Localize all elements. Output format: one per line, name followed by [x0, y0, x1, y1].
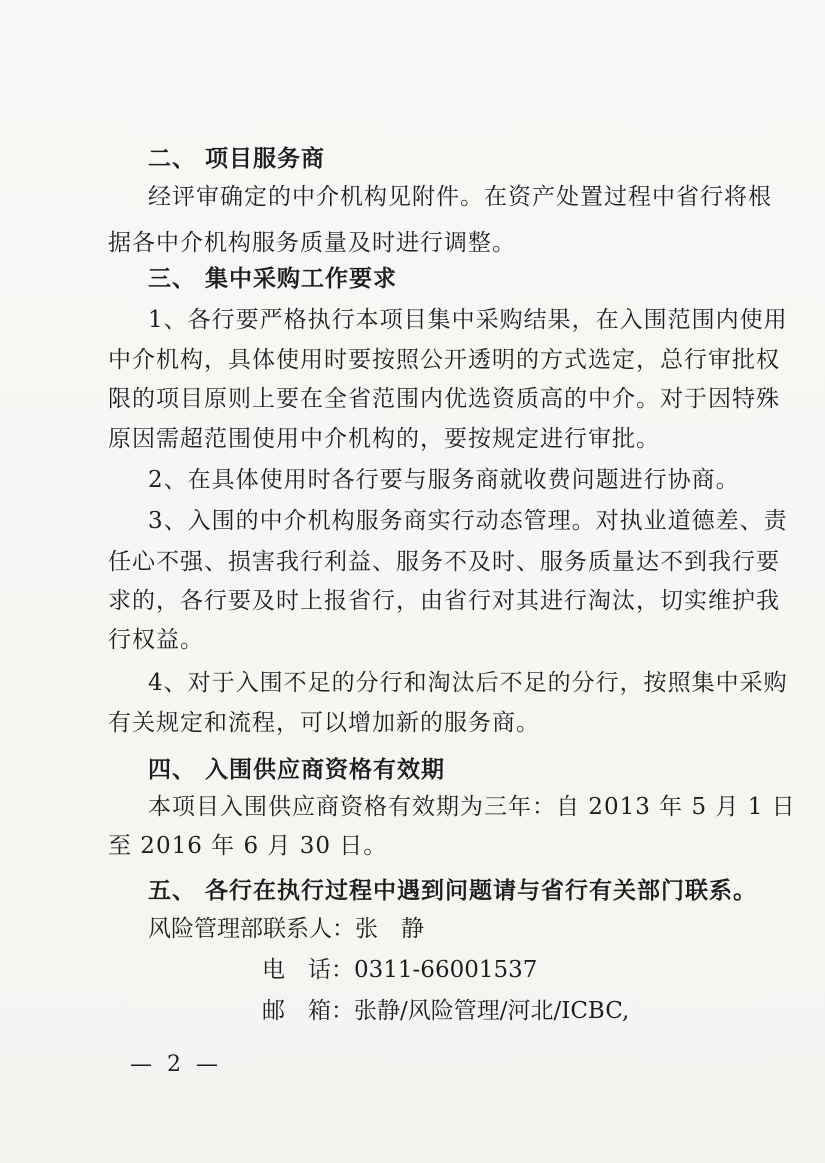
contact-phone-value: 0311-66001537 [354, 957, 538, 983]
contact-person-label: 风险管理部联系人： [148, 916, 355, 942]
contact-phone-row [262, 955, 537, 985]
paragraph-line: 任心不强、损害我行利益、服务不及时、服务质量达不到我行要 [108, 549, 780, 575]
paragraph-line: 限的项目原则上要在全省范围内优选资质高的中介。对于因特殊 [108, 386, 780, 412]
section-heading-5: 五、 各行在执行过程中遇到问题请与省行有关部门联系。 [148, 878, 758, 904]
paragraph-line: 4、对于入围不足的分行和淘汰后不足的分行，按照集中采购 [148, 670, 788, 696]
section-heading-2: 二、 项目服务商 [148, 146, 326, 172]
paragraph-line: 3、入围的中介机构服务商实行动态管理。对执业道德差、责 [148, 508, 788, 534]
paragraph-line: 至 2016 年 6 月 30 日。 [108, 833, 388, 859]
section-heading-4: 四、 入围供应商资格有效期 [148, 757, 446, 783]
contact-person-row [148, 914, 424, 944]
contact-person-name: 张 静 [355, 916, 424, 942]
contact-phone-label: 电 话： [262, 957, 354, 983]
paragraph-line: 有关规定和流程，可以增加新的服务商。 [108, 710, 540, 736]
paragraph-line: 原因需超范围使用中介机构的，要按规定进行审批。 [108, 426, 660, 452]
paragraph-line: 行权益。 [108, 627, 204, 653]
paragraph-line: 经评审确定的中介机构见附件。在资产处置过程中省行将根 [148, 184, 772, 210]
paragraph-line: 据各中介机构服务质量及时进行调整。 [108, 230, 516, 256]
contact-email-label: 邮 箱： [262, 998, 354, 1024]
paragraph-line: 中介机构，具体使用时要按照公开透明的方式选定，总行审批权 [108, 347, 780, 373]
section-heading-3: 三、 集中采购工作要求 [148, 266, 398, 292]
paragraph-line: 本项目入围供应商资格有效期为三年：自 2013 年 5 月 1 日 [148, 794, 796, 820]
paragraph-line: 2、在具体使用时各行要与服务商就收费问题进行协商。 [148, 467, 740, 493]
paragraph-line: 求的，各行要及时上报省行，由省行对其进行淘汰，切实维护我 [108, 588, 780, 614]
contact-email-value: 张静/风险管理/河北/ICBC, [354, 998, 630, 1024]
page-number: — 2 — [130, 1052, 222, 1077]
contact-email-row [262, 996, 629, 1026]
paragraph-line: 1、各行要严格执行本项目集中采购结果，在入围范围内使用 [148, 307, 788, 333]
